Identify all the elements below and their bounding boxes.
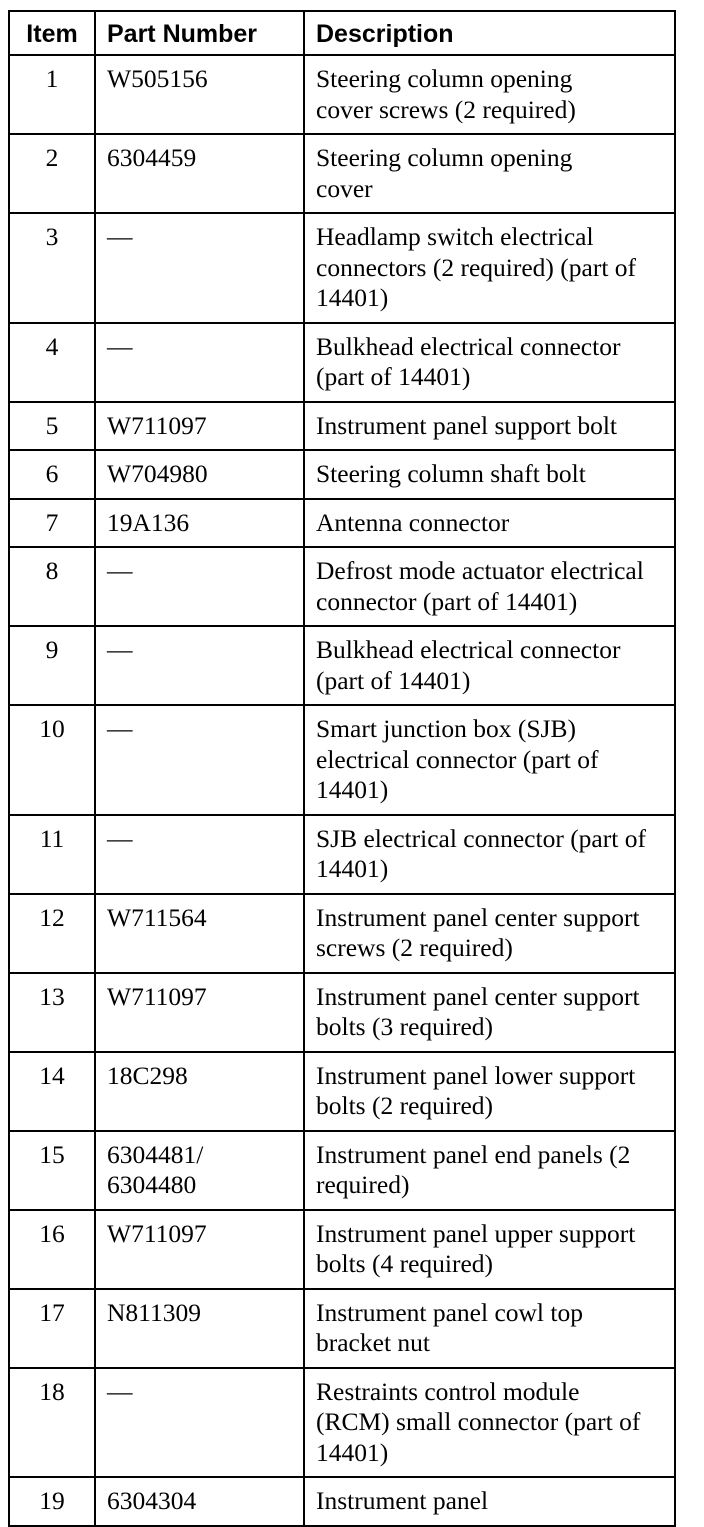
item-number-cell: 14 [9, 1052, 95, 1131]
part-number-cell: N811309 [95, 1289, 304, 1368]
item-number-cell: 8 [9, 547, 95, 626]
table-row [9, 499, 675, 548]
description-cell: Instrument panel end panels (2 required) [304, 1131, 675, 1210]
table-row [9, 973, 675, 1052]
item-number-cell: 5 [9, 402, 95, 451]
description-cell: Instrument panel cowl top bracket nut [304, 1289, 675, 1368]
table-row [9, 547, 675, 626]
part-number-cell: 6304459 [95, 134, 304, 213]
part-number-cell: 18C298 [95, 1052, 304, 1131]
parts-table-body [9, 55, 675, 1526]
table-row [9, 1368, 675, 1478]
item-number-cell: 4 [9, 323, 95, 402]
part-number-cell: — [95, 815, 304, 894]
item-number-cell: 12 [9, 894, 95, 973]
part-number-column-header: Part Number [95, 11, 304, 55]
item-number-cell: 7 [9, 499, 95, 548]
item-number-cell: 18 [9, 1368, 95, 1478]
table-row [9, 1210, 675, 1289]
table-row [9, 55, 675, 134]
description-cell: Instrument panel lower support bolts (2 required) [304, 1052, 675, 1131]
part-number-cell: W711097 [95, 1210, 304, 1289]
table-row [9, 815, 675, 894]
item-number-cell: 19 [9, 1477, 95, 1526]
part-number-cell: — [95, 626, 304, 705]
table-row [9, 1289, 675, 1368]
description-cell: Instrument panel center support bolts (3 required) [304, 973, 675, 1052]
description-cell: Bulkhead electrical connector (part of 14401) [304, 323, 675, 402]
item-number-cell: 13 [9, 973, 95, 1052]
table-row [9, 626, 675, 705]
description-column-header: Description [304, 11, 675, 55]
item-number-cell: 17 [9, 1289, 95, 1368]
table-row [9, 1477, 675, 1526]
table-row [9, 213, 675, 323]
item-number-cell: 16 [9, 1210, 95, 1289]
table-row [9, 450, 675, 499]
description-cell: Headlamp switch electrical connectors (2 required) (part of 14401) [304, 213, 675, 323]
part-number-cell: W711097 [95, 973, 304, 1052]
description-cell: Smart junction box (SJB) electrical connector (part of 14401) [304, 705, 675, 815]
item-number-cell: 9 [9, 626, 95, 705]
item-number-cell: 11 [9, 815, 95, 894]
part-number-cell: W505156 [95, 55, 304, 134]
table-row [9, 1052, 675, 1131]
item-number-cell: 15 [9, 1131, 95, 1210]
description-cell: Instrument panel [304, 1477, 675, 1526]
table-row [9, 323, 675, 402]
part-number-cell: — [95, 1368, 304, 1478]
parts-table [8, 10, 676, 1527]
description-cell: Instrument panel center support screws (2 required) [304, 894, 675, 973]
table-row [9, 1131, 675, 1210]
table-row [9, 705, 675, 815]
description-cell: Steering column shaft bolt [304, 450, 675, 499]
part-number-cell: 19A136 [95, 499, 304, 548]
item-number-cell: 6 [9, 450, 95, 499]
part-number-cell: — [95, 213, 304, 323]
part-number-cell: — [95, 547, 304, 626]
part-number-cell: — [95, 705, 304, 815]
table-row [9, 402, 675, 451]
description-cell: Defrost mode actuator electrical connector (part of 14401) [304, 547, 675, 626]
description-cell: Steering column opening cover screws (2 required) [304, 55, 675, 134]
part-number-cell: W704980 [95, 450, 304, 499]
part-number-cell: — [95, 323, 304, 402]
item-column-header: Item [9, 11, 95, 55]
description-cell: SJB electrical connector (part of 14401) [304, 815, 675, 894]
item-number-cell: 10 [9, 705, 95, 815]
description-cell: Bulkhead electrical connector (part of 14401) [304, 626, 675, 705]
item-number-cell: 2 [9, 134, 95, 213]
part-number-cell: 6304304 [95, 1477, 304, 1526]
item-number-cell: 1 [9, 55, 95, 134]
part-number-cell: 6304481/ 6304480 [95, 1131, 304, 1210]
part-number-cell: W711564 [95, 894, 304, 973]
table-row [9, 894, 675, 973]
description-cell: Instrument panel support bolt [304, 402, 675, 451]
description-cell: Instrument panel upper support bolts (4 required) [304, 1210, 675, 1289]
part-number-cell: W711097 [95, 402, 304, 451]
header-row [9, 11, 675, 55]
item-number-cell: 3 [9, 213, 95, 323]
table-row [9, 134, 675, 213]
description-cell: Steering column opening cover [304, 134, 675, 213]
description-cell: Restraints control module (RCM) small connector (part of 14401) [304, 1368, 675, 1478]
description-cell: Antenna connector [304, 499, 675, 548]
